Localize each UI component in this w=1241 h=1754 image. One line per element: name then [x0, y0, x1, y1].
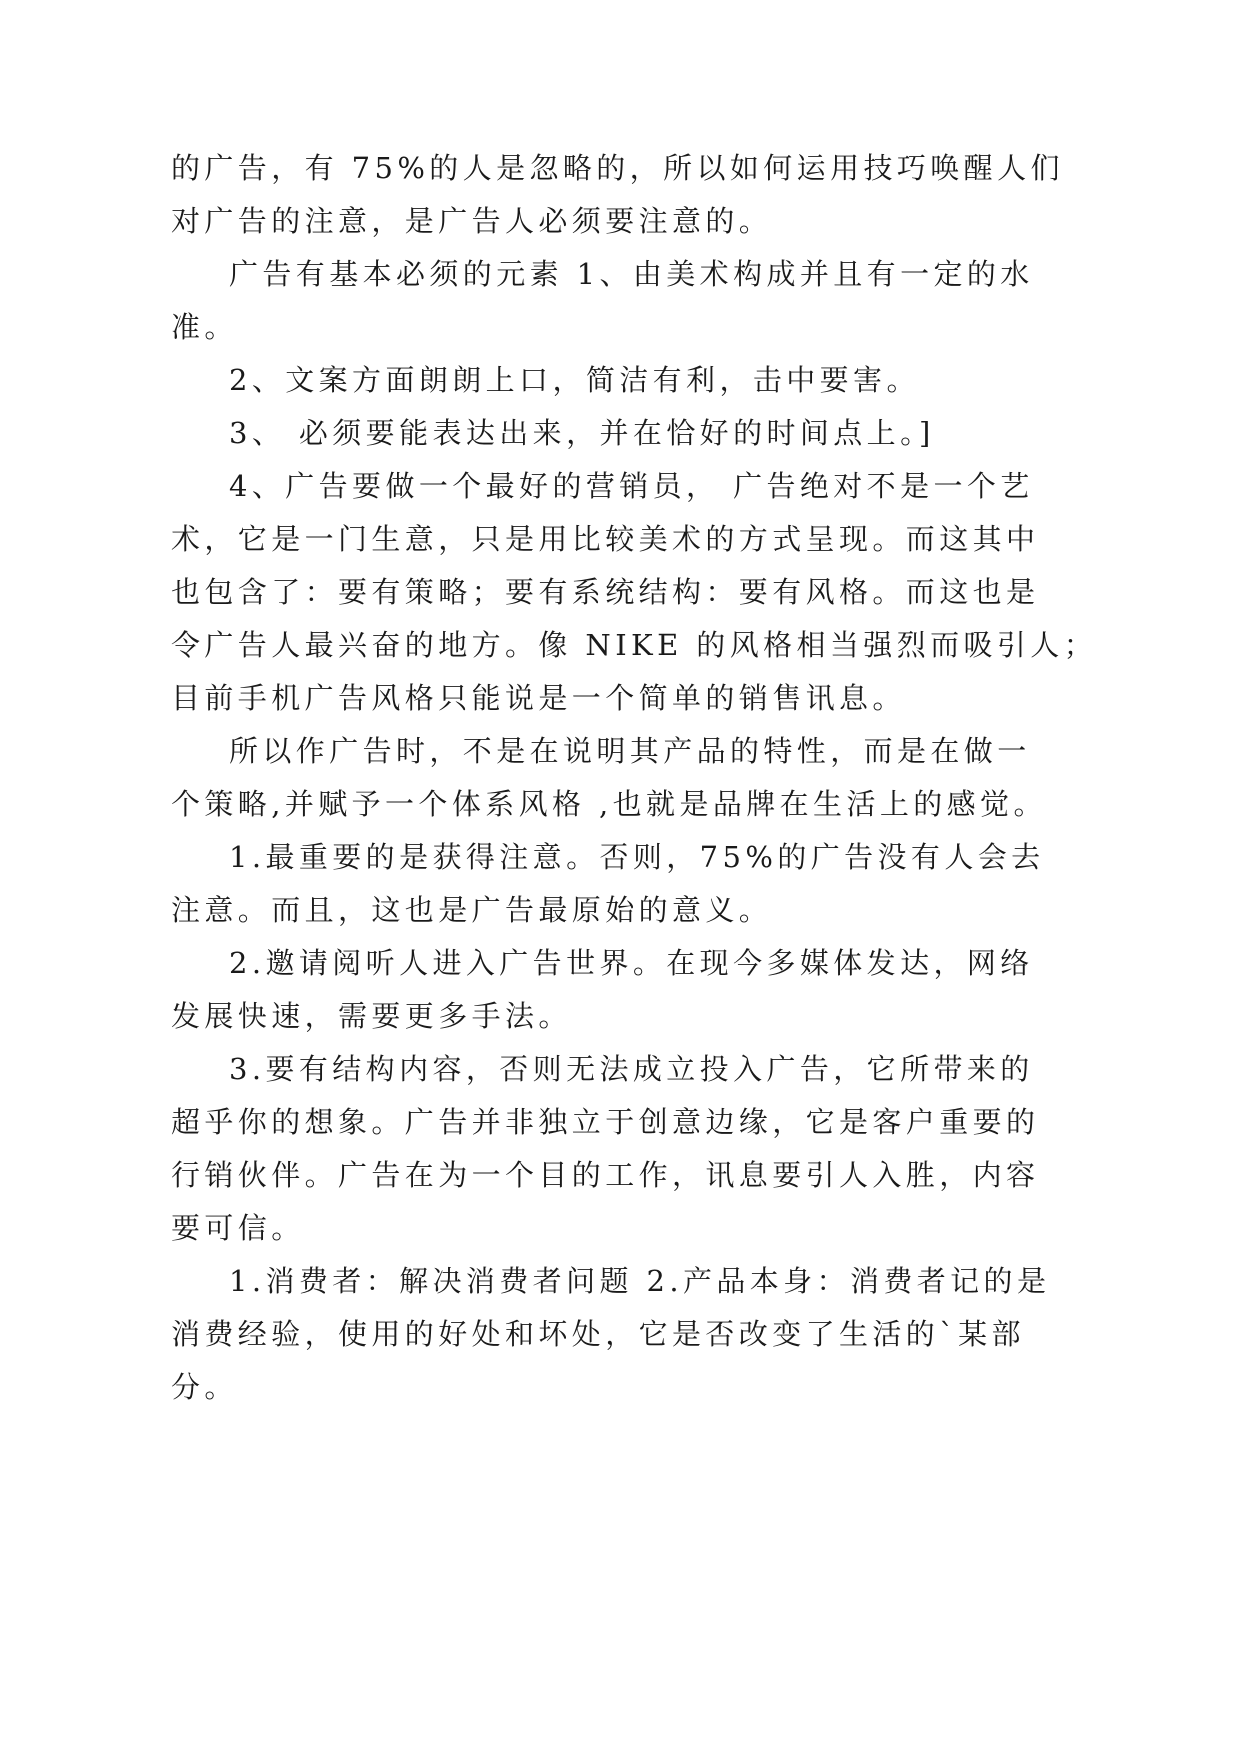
text-line: 3、 必须要能表达出来，并在恰好的时间点上。] — [229, 416, 935, 450]
text-line: 4、广告要做一个最好的营销员， 广告绝对不是一个艺 — [229, 469, 1034, 503]
text-line: 要可信。 — [171, 1211, 305, 1245]
text-line: 1.消费者：解决消费者问题 2.产品本身：消费者记的是 — [229, 1264, 1051, 1298]
text-line: 1.最重要的是获得注意。否则，75%的广告没有人会去 — [229, 840, 1045, 874]
text-line: 2.邀请阅听人进入广告世界。在现今多媒体发达，网络 — [229, 946, 1034, 980]
text-line: 3.要有结构内容，否则无法成立投入广告，它所带来的 — [229, 1052, 1034, 1086]
text-line: 分。 — [171, 1370, 238, 1404]
text-line: 令广告人最兴奋的地方。像 NIKE 的风格相当强烈而吸引人； — [171, 628, 1098, 662]
text-line: 超乎你的想象。广告并非独立于创意边缘，它是客户重要的 — [171, 1105, 1040, 1139]
text-line: 术，它是一门生意，只是用比较美术的方式呈现。而这其中 — [171, 522, 1040, 556]
text-line: 准。 — [171, 310, 238, 344]
text-line: 行销伙伴。广告在为一个目的工作，讯息要引人入胜，内容 — [171, 1158, 1040, 1192]
text-line: 发展快速，需要更多手法。 — [171, 999, 572, 1033]
text-line: 目前手机广告风格只能说是一个简单的销售讯息。 — [171, 681, 906, 715]
text-line: 对广告的注意，是广告人必须要注意的。 — [171, 204, 773, 238]
text-line: 2、文案方面朗朗上口，简洁有利，击中要害。 — [229, 363, 920, 397]
text-line: 也包含了：要有策略；要有系统结构：要有风格。而这也是 — [171, 575, 1040, 609]
text-line: 所以作广告时，不是在说明其产品的特性，而是在做一 — [229, 734, 1031, 768]
text-line: 的广告，有 75%的人是忽略的，所以如何运用技巧唤醒人们 — [171, 151, 1064, 185]
text-line: 个策略,并赋予一个体系风格 ,也就是品牌在生活上的感觉。 — [171, 787, 1047, 821]
text-line: 注意。而且，这也是广告最原始的意义。 — [171, 893, 773, 927]
text-line: 广告有基本必须的元素 1、由美术构成并且有一定的水 — [229, 257, 1034, 291]
text-line: 消费经验，使用的好处和坏处，它是否改变了生活的`某部 — [171, 1317, 1025, 1351]
